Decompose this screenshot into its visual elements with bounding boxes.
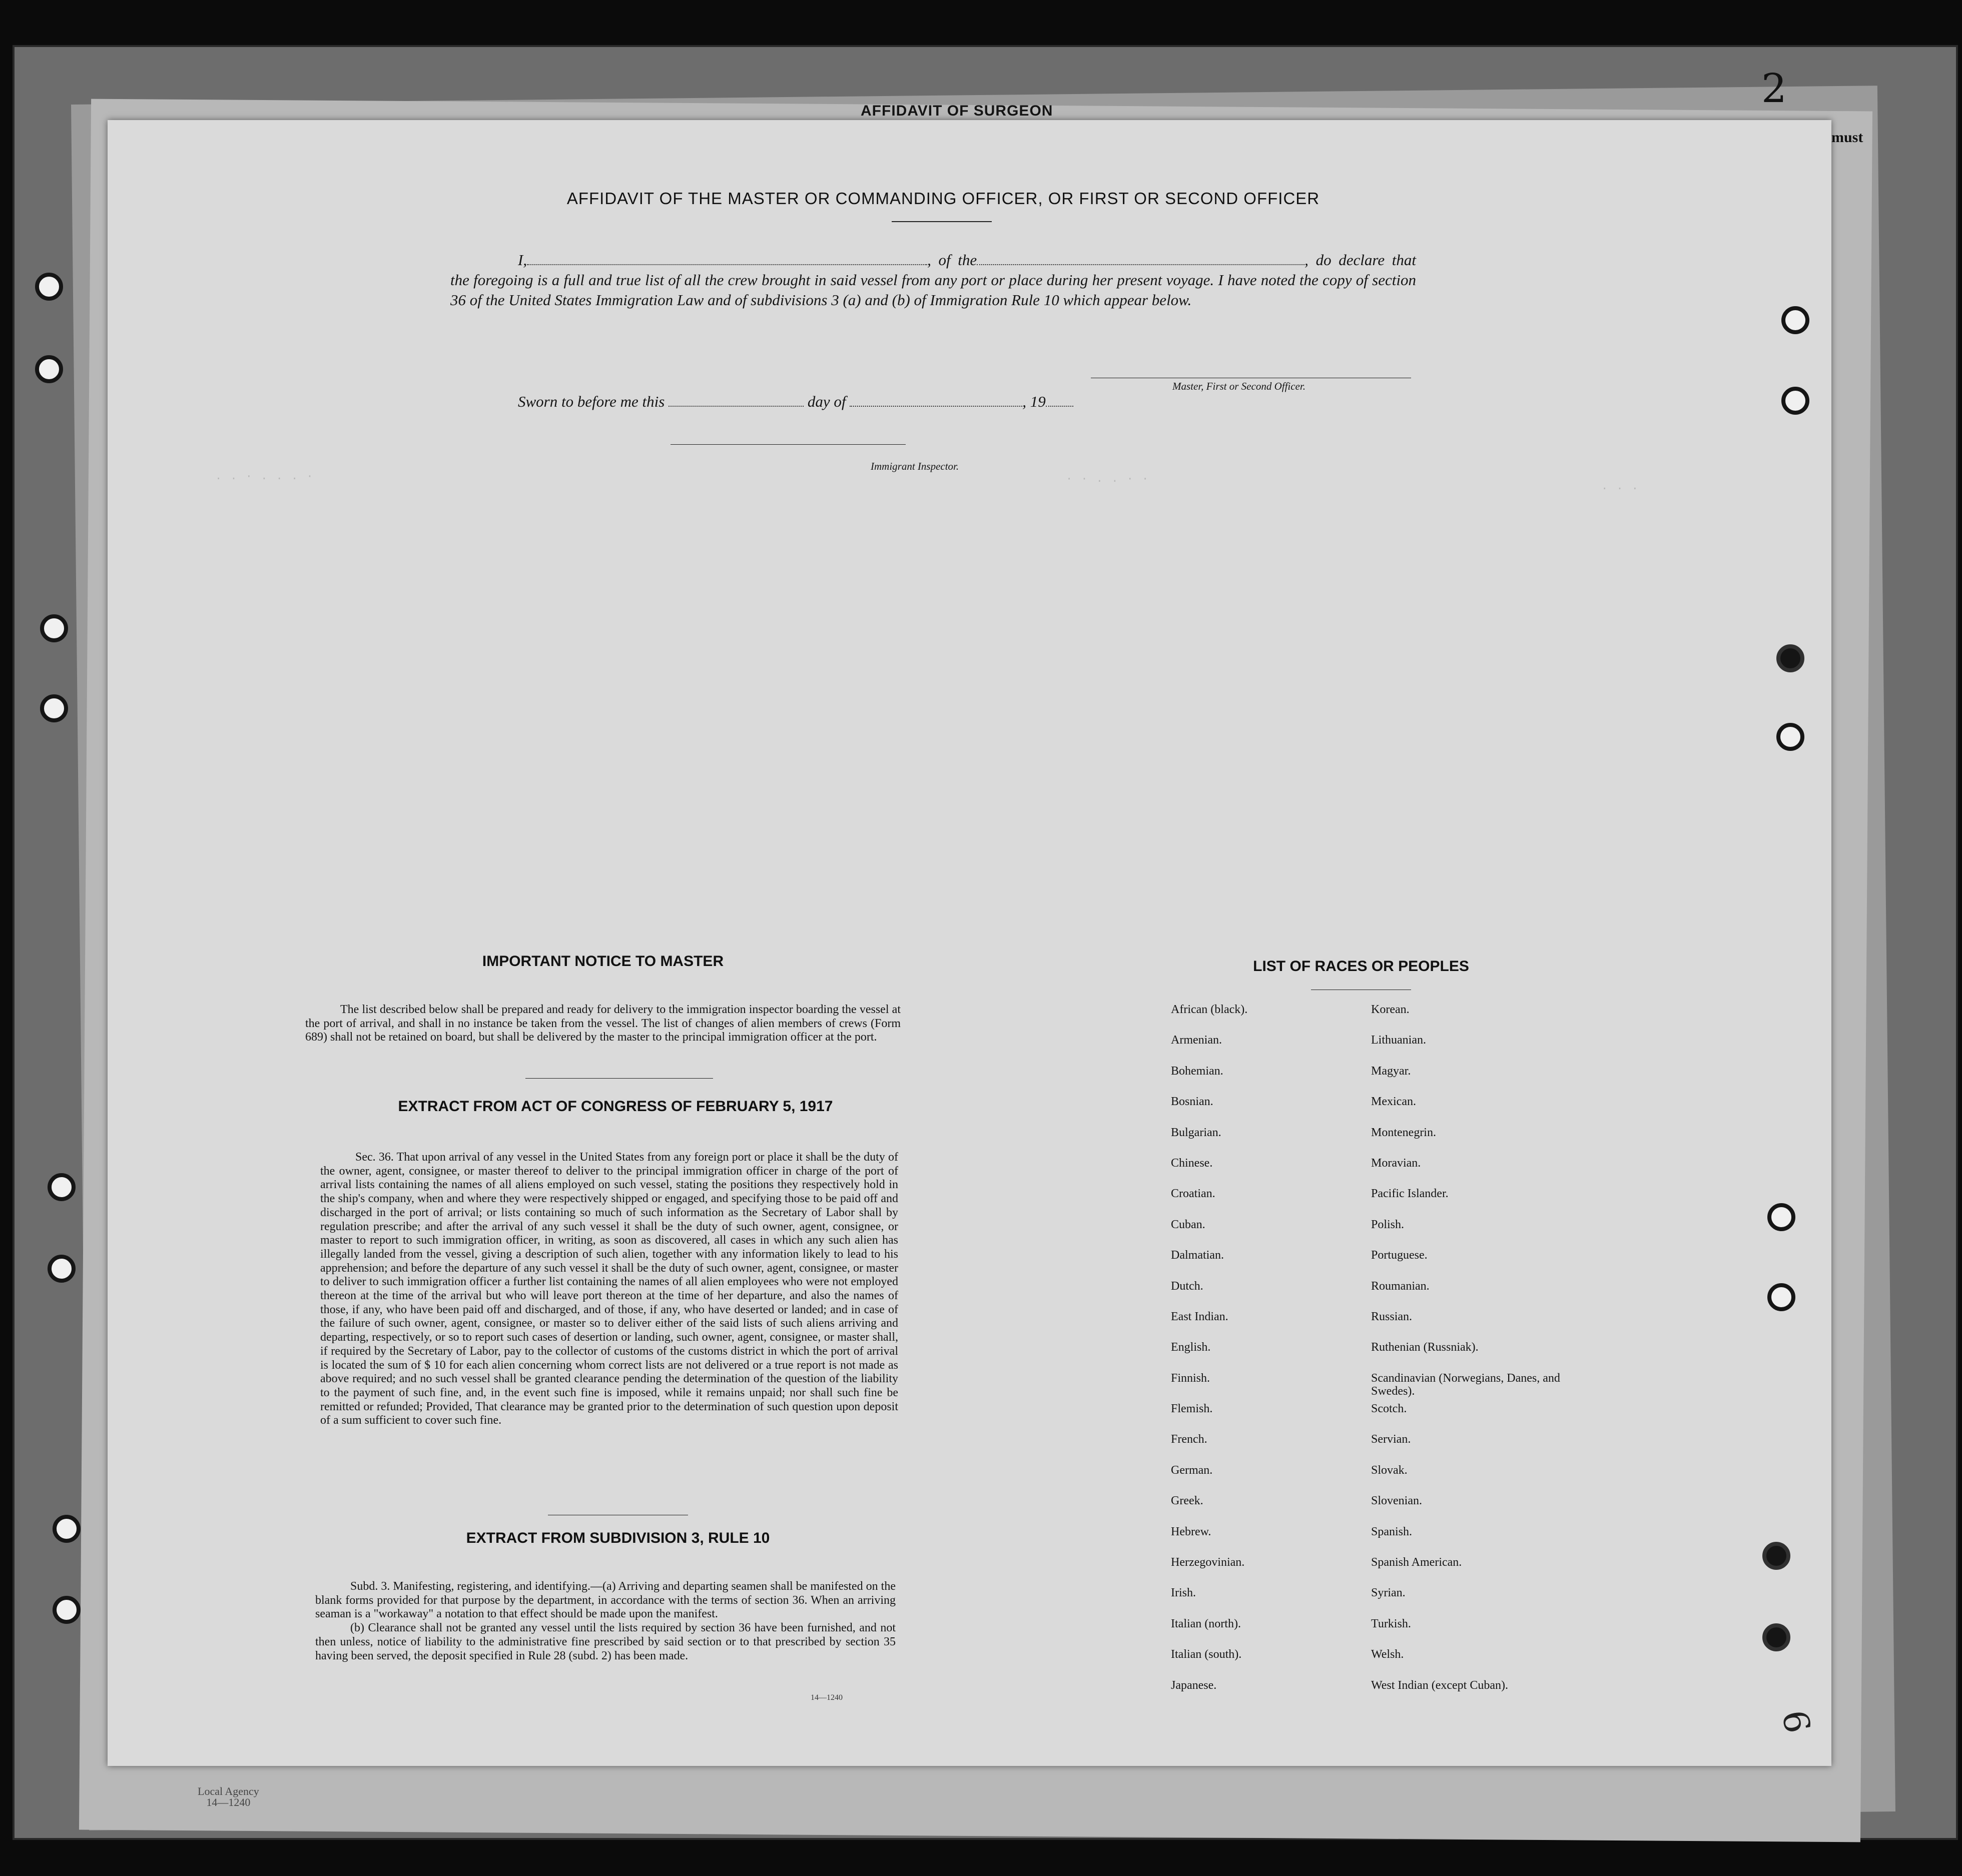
race-row (1171, 1586, 1571, 1617)
race-left: Armenian. (1171, 1034, 1222, 1047)
race-left: Finnish. (1171, 1371, 1210, 1385)
act-title: EXTRACT FROM ACT OF CONGRESS OF FEBRUARY 5, 1917 (398, 1098, 833, 1115)
binder-hole (40, 694, 68, 722)
inspector-signature-line (671, 444, 906, 445)
binder-hole (35, 355, 63, 383)
race-left: Dalmatian. (1171, 1249, 1224, 1262)
signature-label: Master, First or Second Officer. (1172, 380, 1305, 392)
sworn-year: , 19 (1022, 393, 1046, 410)
race-row (1171, 1095, 1571, 1126)
binder-hole (53, 1596, 81, 1624)
vessel-blank[interactable] (977, 252, 1304, 265)
handwritten-page-number: 2 (1761, 65, 1787, 112)
race-row (1171, 1525, 1571, 1556)
race-row (1171, 1003, 1571, 1034)
statement-of-the: , of the (927, 251, 977, 269)
name-blank[interactable] (527, 252, 927, 265)
surgeon-affidavit-header: AFFIDAVIT OF SURGEON (861, 103, 1053, 119)
race-left: Irish. (1171, 1586, 1196, 1600)
binder-hole (1767, 1283, 1795, 1311)
underlying-stamp: Local Agency 14—1240 (198, 1785, 259, 1808)
binder-hole (48, 1255, 76, 1283)
binder-hole (1762, 1542, 1790, 1570)
underlying-text-fragment: must (1831, 129, 1863, 146)
race-right: Spanish American. (1371, 1556, 1462, 1569)
binder-hole (1776, 723, 1804, 751)
binder-hole (1781, 387, 1809, 415)
race-left: Cuban. (1171, 1218, 1205, 1231)
race-row (1171, 1034, 1571, 1064)
binder-hole (40, 614, 68, 642)
binder-hole (35, 273, 63, 301)
notice-title: IMPORTANT NOTICE TO MASTER (482, 953, 724, 970)
race-right: Pacific Islander. (1371, 1187, 1449, 1201)
binder-hole (1767, 1203, 1795, 1231)
rule10-para-a: Subd. 3. Manifesting, registering, and identifying.—(a) Arriving and departing seamen shall be manifested on the blank forms provided for that purpose by the department, in accordance with the terms of section 36. When an arriving seaman is a "workaway" a notation to that effect should be made upon the manifest. (315, 1580, 896, 1621)
bleed-through-marks: . . · . . . · (215, 470, 314, 483)
binder-hole (53, 1515, 81, 1543)
bleed-through-marks: · · . . · · (1066, 473, 1150, 485)
race-row (1171, 1249, 1571, 1279)
binder-hole (1776, 644, 1804, 672)
race-row (1171, 1187, 1571, 1218)
race-right: Scandinavian (Norwegians, Danes, and Swedes). (1371, 1371, 1560, 1398)
race-left: Italian (south). (1171, 1648, 1242, 1661)
race-right: Slovenian. (1371, 1494, 1422, 1508)
affidavit-title: AFFIDAVIT OF THE MASTER OR COMMANDING OFFICER, OR FIRST OR SECOND OFFICER (566, 189, 1320, 208)
statement-do-declare: , do declare (1304, 251, 1385, 269)
race-left: French. (1171, 1433, 1207, 1446)
race-row (1171, 1679, 1571, 1709)
race-row (1171, 1494, 1571, 1525)
handwritten-corner-mark: 9 (1775, 1706, 1820, 1736)
notice-divider (525, 1078, 713, 1079)
rule10-text (315, 1580, 896, 1663)
sworn-line (518, 393, 1073, 411)
race-right: Welsh. (1371, 1648, 1404, 1661)
race-right: Moravian. (1371, 1156, 1421, 1170)
race-row (1171, 1310, 1571, 1341)
race-right: Spanish. (1371, 1525, 1413, 1538)
race-left: Chinese. (1171, 1156, 1213, 1170)
race-right: Roumanian. (1371, 1279, 1430, 1293)
race-right: Magyar. (1371, 1064, 1411, 1078)
race-right: Mexican. (1371, 1095, 1416, 1109)
binder-hole (1762, 1623, 1790, 1651)
sworn-prefix: Sworn to before me this (518, 393, 665, 410)
race-left: Bosnian. (1171, 1095, 1213, 1109)
race-left: Bulgarian. (1171, 1126, 1221, 1139)
race-left: Croatian. (1171, 1187, 1215, 1201)
race-right: Turkish. (1371, 1617, 1411, 1630)
act-text: Sec. 36. That upon arrival of any vessel in the United States from any foreign port or place it shall be the duty of the owner, agent, consignee, or master thereof to deliver to the principal immigration officer in charge of the port of arrival lists containing the names of all aliens employed on such vessel, stating the positions they respectively hold in the ship's company, when and where they were respectively shipped or engaged, and specifying those to be paid off and discharged in the port of arrival; or lists containing so much of such information as the Secretary of Labor shall by regulation prescribe; and after the arrival of any such vessel it shall be the duty of such owner, agent, consignee, or master to report to such immigration officer, in writing, as soon as discovered, all cases in which any such alien has illegally landed from the vessel, giving a description of such alien, together with any information likely to lead to his apprehension; and before the departure of any such vessel it shall be the duty of such owner, agent, consignee, or master to deliver to such immigration officer a further list containing the names of all alien employees who were not employed thereon at the time of the arrival but who will leave port thereon at the time of her departure, and also the names of those, if any, who have been paid off and discharged, and of those, if any, who have deserted or landed; and in case of the failure of such owner, agent, consignee, or master so to deliver either of the said lists of such aliens arriving and departing, respectively, or so to report such cases of desertion or landing, such owner, agent, consignee, or master shall, if required by the Secretary of Labor, pay to the collector of customs of the customs district in which the port of arrival is located the sum of $ 10 for each alien concerning whom correct lists are not delivered or a true report is not made as above required; and no such vessel shall be granted clearance pending the determination of the question of the liability to the payment of such fine, and, in the event such fine is imposed, while it remains unpaid; nor shall such fine be remitted or refunded; Provided, That clearance may be granted prior to the determination of such question upon deposit of a sum sufficient to cover such fine. (320, 1151, 898, 1427)
race-left: English. (1171, 1341, 1211, 1354)
race-right: Lithuanian. (1371, 1034, 1426, 1047)
race-right: Korean. (1371, 1003, 1410, 1016)
race-right: Polish. (1371, 1218, 1405, 1231)
race-row (1171, 1065, 1571, 1095)
race-left: Dutch. (1171, 1279, 1203, 1293)
race-right: Russian. (1371, 1310, 1413, 1323)
race-right: Servian. (1371, 1433, 1411, 1446)
race-left: Herzegovinian. (1171, 1556, 1245, 1569)
race-left: Bohemian. (1171, 1064, 1223, 1078)
race-row (1171, 1617, 1571, 1648)
race-row (1171, 1157, 1571, 1187)
race-left: Flemish. (1171, 1402, 1213, 1416)
race-row (1171, 1280, 1571, 1310)
rule10-title: EXTRACT FROM SUBDIVISION 3, RULE 10 (466, 1530, 770, 1546)
inspector-label: Immigrant Inspector. (871, 460, 959, 472)
race-row (1171, 1341, 1571, 1371)
race-row (1171, 1433, 1571, 1463)
race-left: Italian (north). (1171, 1617, 1241, 1630)
race-right: Scotch. (1371, 1402, 1407, 1416)
title-underline (892, 221, 992, 222)
document-page (108, 120, 1831, 1766)
race-left: Hebrew. (1171, 1525, 1211, 1538)
race-left: Japanese. (1171, 1678, 1217, 1692)
bleed-through-marks: . . . (1601, 480, 1640, 493)
race-right: Montenegrin. (1371, 1126, 1436, 1139)
race-row (1171, 1126, 1571, 1157)
binder-hole (1781, 306, 1809, 334)
race-right: Syrian. (1371, 1586, 1406, 1600)
statement-i: I, (518, 251, 527, 269)
race-row (1171, 1402, 1571, 1433)
binder-hole (48, 1173, 76, 1201)
race-right: West Indian (except Cuban). (1371, 1678, 1508, 1692)
day-blank[interactable] (669, 394, 804, 407)
form-number: 14—1240 (811, 1693, 843, 1702)
race-left: East Indian. (1171, 1310, 1228, 1323)
race-right: Ruthenian (Russniak). (1371, 1341, 1479, 1354)
race-row (1171, 1372, 1571, 1402)
races-list (1171, 1003, 1571, 1709)
race-right: Slovak. (1371, 1463, 1408, 1477)
race-left: Greek. (1171, 1494, 1203, 1508)
races-title: LIST OF RACES OR PEOPLES (1253, 958, 1469, 975)
race-row (1171, 1648, 1571, 1678)
statement-body: that the foregoing is a full and true list of all the crew brought in said vessel from any port or place during her present voyage. I have noted the copy of section 36 of the United States Immigration Law and of subdivisions 3 (a) and (b) of Immigration Rule 10 which appear below. (450, 251, 1416, 309)
race-left: German. (1171, 1463, 1213, 1477)
race-row (1171, 1556, 1571, 1586)
race-left: African (black). (1171, 1003, 1248, 1016)
sworn-day-of: day of (807, 393, 846, 410)
rule10-para-b: (b) Clearance shall not be granted any vessel until the lists required by section 36 have been furnished, and not then unless, notice of liability to the administrative fine prescribed by said section or to that prescribed by section 35 having been served, the deposit specified in Rule 28 (subd. 2) has been made. (315, 1621, 896, 1662)
affidavit-statement (450, 250, 1416, 310)
race-row (1171, 1218, 1571, 1249)
notice-text: The list described below shall be prepared and ready for delivery to the immigration inspector boarding the vessel at the port of arrival, and shall in no instance be taken from the vessel. The list of changes of alien members of crews (Form 689) shall not be retained on board, but shall be delivered by the master to the principal immigration officer at the port. (305, 1003, 901, 1044)
month-blank[interactable] (850, 394, 1022, 407)
year-blank[interactable] (1046, 394, 1073, 407)
race-right: Portuguese. (1371, 1249, 1428, 1262)
race-row (1171, 1464, 1571, 1494)
